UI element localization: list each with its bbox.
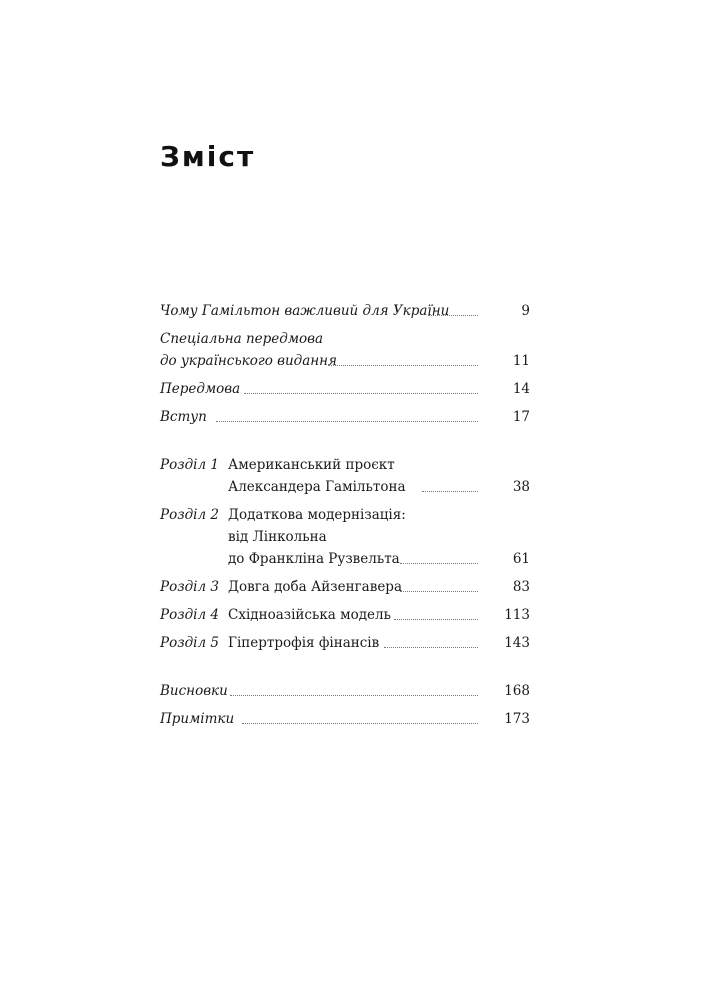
toc-page-number: 61 — [512, 551, 530, 567]
toc-page-number: 83 — [512, 579, 530, 595]
toc-entry-special-preface-line1[interactable] — [160, 328, 530, 350]
toc-entry-preface[interactable] — [160, 378, 530, 400]
dot-leader — [400, 561, 478, 564]
page-title: Зміст — [160, 140, 256, 173]
toc-entry-title: Висновки — [160, 683, 228, 699]
chapter-title: від Лінкольна — [228, 529, 327, 545]
toc-entry-introduction[interactable] — [160, 406, 530, 428]
chapter-number: Розділ 1 — [160, 457, 219, 473]
toc-page-number: 14 — [512, 381, 530, 397]
toc-chapter-5[interactable] — [160, 632, 530, 654]
chapter-title: Александера Гамільтона — [228, 479, 406, 495]
dot-leader — [242, 721, 478, 724]
chapter-number: Розділ 5 — [160, 635, 219, 651]
chapter-title: Додаткова модернізація: — [228, 507, 406, 523]
toc-page-number: 38 — [512, 479, 530, 495]
chapter-title: до Франкліна Рузвельта — [228, 551, 400, 567]
chapter-title: Американський проєкт — [228, 457, 395, 473]
chapter-number: Розділ 3 — [160, 579, 219, 595]
toc-page-number: 11 — [512, 353, 530, 369]
toc-chapter-1-line1[interactable] — [160, 454, 530, 476]
dot-leader — [394, 617, 478, 620]
dot-leader — [422, 489, 478, 492]
toc-entry-conclusions[interactable] — [160, 680, 530, 702]
dot-leader — [384, 645, 478, 648]
chapter-title: Гіпертрофія фінансів — [228, 635, 380, 651]
toc-entry-title: Вступ — [160, 409, 207, 425]
dot-leader — [216, 419, 478, 422]
toc-entry-title: Чому Гамільтон важливий для України — [160, 303, 450, 319]
toc-entry-notes[interactable] — [160, 708, 530, 730]
dot-leader — [244, 391, 478, 394]
toc-entry-title: Примітки — [160, 711, 235, 727]
toc-chapter-2-line2[interactable] — [160, 526, 530, 548]
toc-entry-special-preface[interactable] — [160, 350, 530, 372]
toc-page-number: 173 — [504, 711, 530, 727]
toc-entry-title: до українського видання — [160, 353, 337, 369]
chapter-title: Довга доба Айзенгавера — [228, 579, 402, 595]
table-of-contents — [160, 300, 530, 730]
toc-chapter-2-line1[interactable] — [160, 504, 530, 526]
toc-page-number: 143 — [504, 635, 530, 651]
chapter-number: Розділ 2 — [160, 507, 219, 523]
toc-chapter-3[interactable] — [160, 576, 530, 598]
chapter-number: Розділ 4 — [160, 607, 219, 623]
toc-entry-why-hamilton[interactable] — [160, 300, 530, 322]
dot-leader — [328, 363, 478, 366]
dot-leader — [230, 693, 478, 696]
toc-entry-title: Передмова — [160, 381, 241, 397]
toc-page-number: 113 — [504, 607, 530, 623]
toc-page-number: 17 — [512, 409, 530, 425]
toc-chapter-2[interactable] — [160, 548, 530, 570]
dot-leader — [400, 589, 478, 592]
chapter-title: Східноазійська модель — [228, 607, 391, 623]
dot-leader — [428, 313, 478, 316]
toc-entry-title: Спеціальна передмова — [160, 331, 324, 347]
toc-chapter-1[interactable] — [160, 476, 530, 498]
toc-chapter-4[interactable] — [160, 604, 530, 626]
toc-page-number: 168 — [504, 683, 530, 699]
toc-page-number: 9 — [521, 303, 530, 319]
